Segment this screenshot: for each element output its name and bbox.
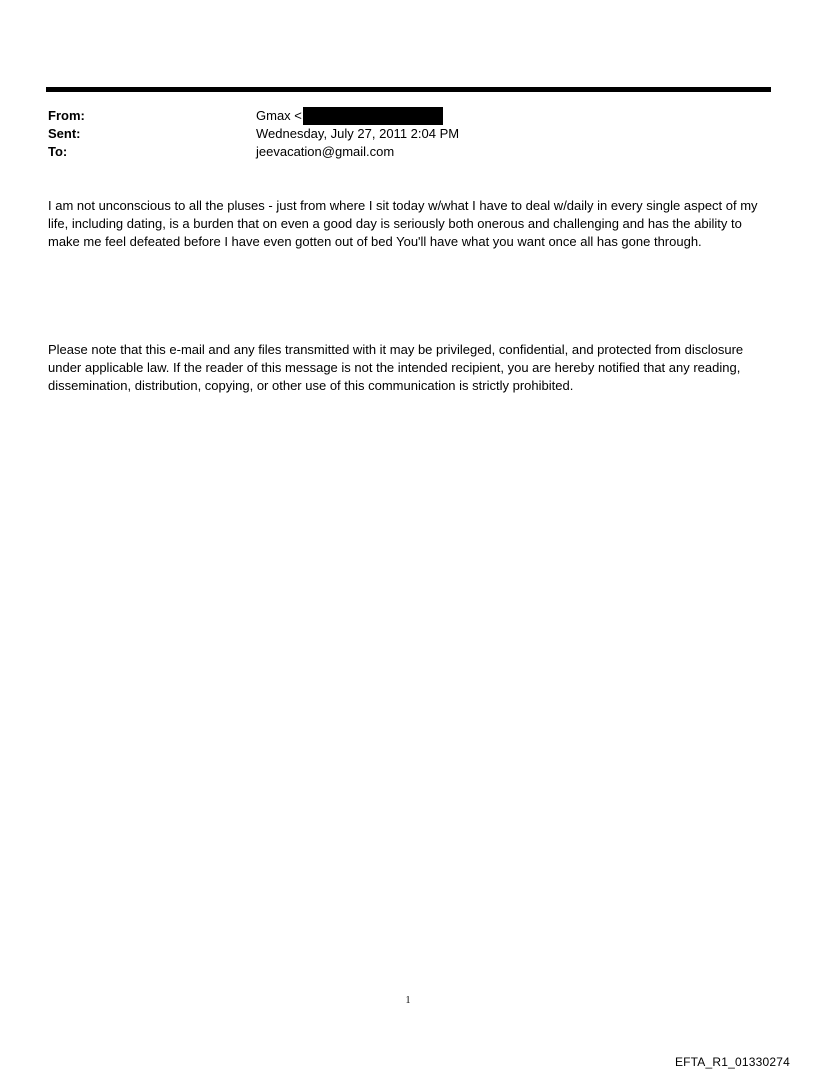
email-body: I am not unconscious to all the pluses - just from where I sit today w/what I have to deal w/daily in every single aspect of my life, including dating, is a burden that on even a good day is seriously both onerous and challenging and has the ability to make me feel defeated before I have even gotten out of bed You'll have what you want once all has gone through. (48, 198, 758, 249)
redaction-block (303, 107, 443, 125)
page-number: 1 (405, 995, 411, 1006)
from-label: From: (48, 108, 85, 123)
header-divider (46, 87, 771, 92)
to-label: To: (48, 144, 68, 159)
to-row (48, 143, 768, 161)
email-header (48, 107, 768, 161)
sender-name: Gmax < (256, 108, 302, 123)
sent-label: Sent: (48, 126, 81, 141)
sent-value: Wednesday, July 27, 2011 2:04 PM (256, 126, 460, 141)
to-value: jeevacation@gmail.com (256, 144, 395, 159)
from-value (256, 107, 768, 125)
sent-row (48, 125, 768, 143)
document-id: EFTA_R1_01330274 (674, 1055, 790, 1069)
from-row (48, 107, 768, 125)
confidentiality-disclaimer: Please note that this e-mail and any files transmitted with it may be privileged, confidential, and protected from disclosure under applicable law. If the reader of this message is not the intended recipient, you are hereby notified that any reading, dissemination, distribution, copying, or other use of this communication is strictly prohibited. (48, 342, 744, 393)
